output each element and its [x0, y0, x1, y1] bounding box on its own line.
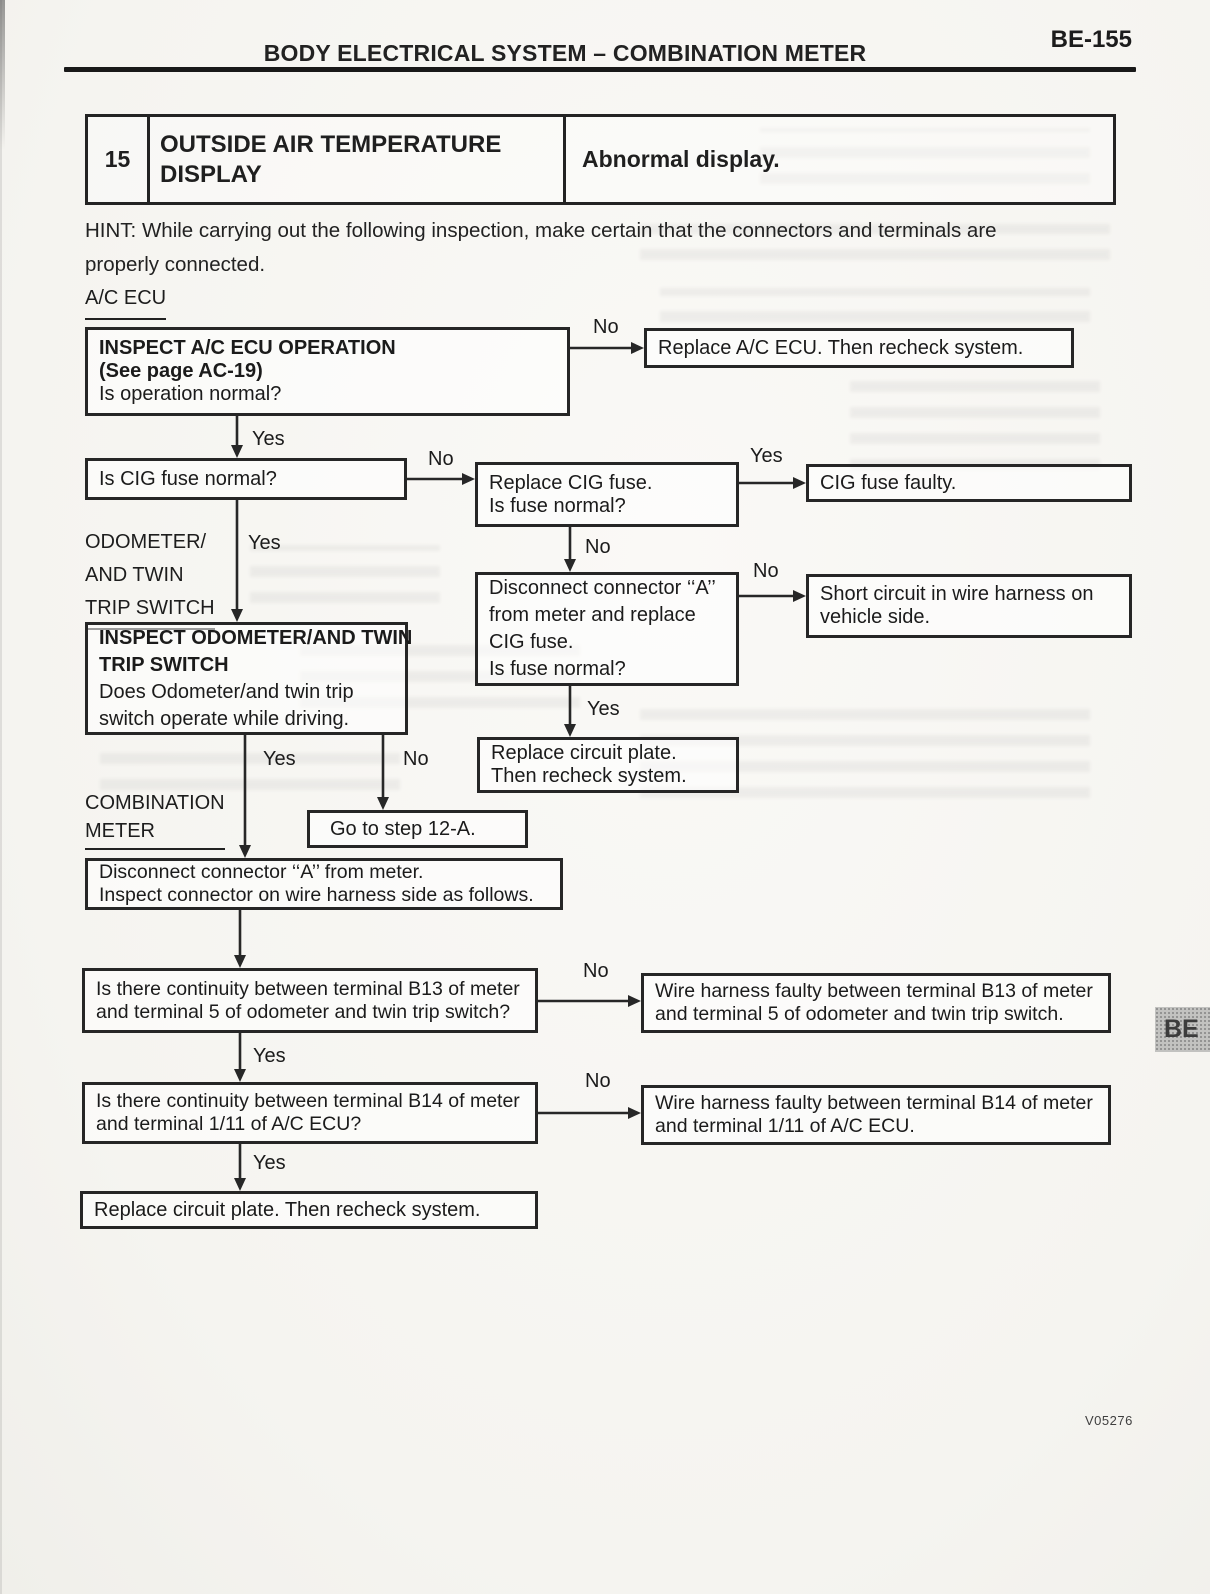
- branch-label-no: No: [585, 536, 611, 558]
- section-tab-label: BE: [1164, 1015, 1199, 1043]
- flow-box-inspect-ac-ecu: [85, 327, 570, 416]
- hint-line-2: properly connected.: [85, 253, 266, 276]
- branch-label-yes: Yes: [750, 445, 783, 467]
- flow-box-line: Inspect connector on wire harness side as follows.: [99, 884, 534, 906]
- flow-box-line: INSPECT ODOMETER/AND TWIN: [99, 626, 413, 649]
- flow-box-line: Does Odometer/and twin trip: [99, 680, 354, 703]
- branch-label-yes: Yes: [253, 1152, 286, 1174]
- flow-box-continuity-b13: [82, 968, 538, 1033]
- section-label-combination-meter: [85, 789, 225, 850]
- flow-box-line: Is operation normal?: [99, 383, 282, 405]
- step-number: 15: [88, 117, 150, 202]
- flow-box-harness-faulty-b13: [641, 973, 1111, 1033]
- flow-box-cig-fuse-normal: [85, 458, 407, 500]
- flow-box-line: Replace A/C ECU. Then recheck system.: [658, 336, 1024, 359]
- flow-box-disconnect-meter: [85, 858, 563, 910]
- bleed-through-artifact: [850, 378, 1100, 470]
- flow-box-line: Wire harness faulty between terminal B14 of meter: [655, 1092, 1093, 1114]
- hint-text: [85, 214, 1115, 282]
- section-tab-be: [1155, 1007, 1210, 1052]
- flow-box-line: CIG fuse.: [489, 631, 574, 653]
- flow-box-line: Replace CIG fuse.: [489, 471, 653, 494]
- flow-box-continuity-b14: [82, 1082, 538, 1144]
- header-rule: [64, 67, 1136, 72]
- bleed-through-artifact: [100, 742, 400, 790]
- flow-box-line: Wire harness faulty between terminal B13 of meter: [655, 980, 1093, 1002]
- flow-box-line: Disconnect connector ‘‘A’’ from meter.: [99, 861, 424, 883]
- flow-box-line: Is fuse normal?: [489, 494, 626, 517]
- flow-box-line: Is there continuity between terminal B13 of meter: [96, 977, 520, 1000]
- branch-label-yes: Yes: [252, 428, 285, 450]
- flow-box-line: Is there continuity between terminal B14 of meter: [96, 1090, 520, 1112]
- flow-box-line: Replace circuit plate. Then recheck system.: [94, 1198, 481, 1221]
- flow-box-line: and terminal 5 of odometer and twin trip switch?: [96, 1000, 511, 1023]
- branch-label-yes: Yes: [263, 748, 296, 770]
- branch-label-yes: Yes: [587, 698, 620, 720]
- section-label-ac-ecu: A/C ECU: [85, 282, 166, 320]
- flow-box-line: TRIP SWITCH: [99, 653, 229, 676]
- flow-box-cig-fuse-faulty: [806, 464, 1132, 502]
- section-label-line: METER: [85, 820, 155, 842]
- flow-box-line: (See page AC-19): [99, 360, 263, 382]
- section-label-line: AND TWIN: [85, 564, 184, 586]
- flow-box-line: Replace circuit plate.: [491, 742, 677, 764]
- flow-box-replace-cig-fuse: [475, 462, 739, 527]
- flow-box-line: switch operate while driving.: [99, 707, 350, 730]
- flow-box-goto-step-12a: [307, 810, 528, 848]
- flow-box-harness-faulty-b14: [641, 1085, 1111, 1145]
- flow-box-disconnect-connector-a: [475, 572, 739, 686]
- flow-box-line: Disconnect connector ‘‘A’’: [489, 577, 716, 599]
- branch-label-no: No: [753, 560, 779, 582]
- branch-label-yes: Yes: [248, 532, 281, 554]
- branch-label-no: No: [428, 448, 454, 470]
- flow-box-line: and terminal 1/11 of A/C ECU.: [655, 1115, 915, 1137]
- section-label-line: TRIP SWITCH: [85, 597, 215, 619]
- branch-label-no: No: [403, 748, 429, 770]
- flow-box-line: INSPECT A/C ECU OPERATION: [99, 337, 396, 359]
- flow-box-line: Then recheck system.: [491, 765, 687, 787]
- step-title-block: [85, 114, 1116, 205]
- flow-box-line: and terminal 5 of odometer and twin trip switch.: [655, 1003, 1064, 1025]
- step-symptom: Abnormal display.: [582, 146, 780, 172]
- flow-box-replace-ac-ecu: [644, 328, 1074, 368]
- page-number: BE-155: [1050, 26, 1132, 53]
- section-label-line: ODOMETER/: [85, 531, 207, 553]
- step-title: OUTSIDE AIR TEMPERATURE DISPLAY: [150, 117, 566, 202]
- flow-box-line: and terminal 1/11 of A/C ECU?: [96, 1113, 362, 1135]
- branch-label-no: No: [583, 960, 609, 982]
- document-code: V05276: [1085, 1413, 1133, 1428]
- flow-box-line: Is CIG fuse normal?: [99, 467, 277, 490]
- branch-label-no: No: [585, 1070, 611, 1092]
- branch-label-yes: Yes: [253, 1045, 286, 1067]
- flow-box-replace-circuit-plate-mid: [477, 737, 739, 793]
- scan-edge-line: [0, 0, 2, 1594]
- flow-box-final-replace-circuit-plate: [80, 1191, 538, 1229]
- flow-box-line: CIG fuse faulty.: [820, 471, 957, 494]
- flow-box-line: vehicle side.: [820, 606, 931, 628]
- flow-box-line: from meter and replace: [489, 604, 696, 626]
- bleed-through-artifact: [660, 288, 1090, 322]
- branch-label-no: No: [593, 316, 619, 338]
- flow-box-inspect-odometer: [85, 622, 413, 735]
- flow-box-line: Short circuit in wire harness on: [820, 583, 1094, 605]
- hint-line-1: HINT: While carrying out the following inspection, make certain that the connectors and terminals are: [85, 219, 997, 242]
- flow-box-line: Go to step 12-A.: [330, 817, 476, 840]
- section-label-line: COMBINATION: [85, 792, 225, 814]
- section-label-odometer: [85, 526, 215, 630]
- page-header-title: BODY ELECTRICAL SYSTEM – COMBINATION METER: [263, 40, 867, 66]
- flow-box-line: Is fuse normal?: [489, 658, 626, 680]
- flow-box-short-circuit: [806, 574, 1132, 638]
